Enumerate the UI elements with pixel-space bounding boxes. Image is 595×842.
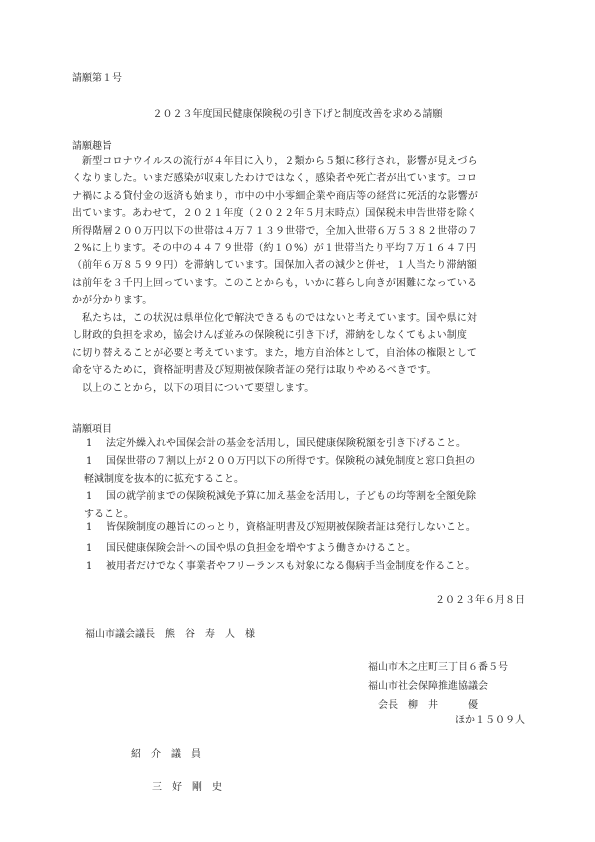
addressee: 福山市議会議長 熊 谷 寿 人 様: [85, 629, 255, 640]
purpose-line: くなりました。いまだ感染が収束したわけではなく，感染者や死亡者が出ています。コロ: [72, 173, 477, 185]
purpose-heading: 請願趣旨: [72, 141, 112, 152]
item-number: 1: [86, 561, 93, 572]
item-line: 法定外繰入れや国保会計の基金を活用し，国民健康保険税額を引き下げること。: [106, 438, 466, 449]
item-line: 国保世帯の７割以上が２００万円以下の所得です。保険税の減免制度と窓口負担の: [106, 456, 476, 467]
petitioner-organization: 福山市社会保障推進協議会: [368, 681, 488, 692]
purpose-line: は前年を３千円上回っています。このことからも，いかに暮らし向きが困難になっている: [72, 277, 478, 289]
purpose-paragraph-1: [72, 153, 527, 310]
purpose-paragraph-2: [72, 310, 527, 380]
purpose-line: 新型コロナウイルスの流行が４年目に入り，２類から５類に移行され，影響が見えづら: [82, 156, 478, 167]
petition-date: ２０２３年６月８日: [435, 595, 525, 606]
introducer-heading: 紹 介 議 員: [131, 749, 201, 760]
petition-number: 請願第１号: [72, 73, 122, 84]
item-line: 被用者だけでなく事業者やフリーランスも対象になる傷病手当金制度を作ること。: [106, 561, 476, 572]
purpose-line: かが分かります。: [72, 295, 153, 307]
item-number: 1: [86, 522, 93, 533]
item-line: 皆保険制度の趣旨にのっとり，資格証明書及び短期被保険者証は発行しないこと。: [106, 522, 476, 533]
items-heading: 請願項目: [72, 424, 112, 435]
item-number: 1: [86, 438, 93, 449]
item-line: すること。: [84, 508, 134, 520]
item-line: 国の就学前までの保険税減免予算に加え基金を活用し，子どもの均等割を全額免除: [106, 491, 476, 502]
purpose-line: に切り替えることが必要と考えています。また，地方自治体として，自治体の権限として: [72, 347, 477, 359]
purpose-line: 以上のことから，以下の項目について要望します。: [82, 383, 315, 394]
purpose-line: ナ禍による貸付金の返済も始まり，市中の中小零細企業や商店等の経営に死活的な影響が: [72, 190, 478, 202]
purpose-line: ２%に上ります。その中の４４７９世帯（約１０%）が１世帯当たり平均７万１６４７円: [72, 243, 477, 255]
petition-title: ２０２３年度国民健康保険税の引き下げと制度改善を求める請願: [152, 109, 443, 120]
item-number: 1: [86, 491, 93, 502]
request-item: [72, 453, 532, 488]
petitioner-address: 福山市木之庄町三丁目６番５号: [368, 662, 508, 673]
petitioner-others: ほか１５０９人: [455, 715, 525, 726]
item-number: 1: [86, 456, 93, 467]
request-item: [72, 558, 532, 576]
purpose-line: 私たちは，この状況は県単位化で解決できるものではないと考えています。国や県に対: [82, 313, 478, 324]
petitioner-representative: 会長 柳 井 優: [378, 700, 478, 711]
item-line: 国民健康保険会計への国や県の負担金を増やすよう働きかけること。: [106, 543, 416, 554]
item-number: 1: [86, 543, 93, 554]
purpose-line: し財政的負担を求め，協会けんぽ並みの保険税に引き下げ，滞納をしなくてもよい制度: [72, 330, 468, 342]
request-item: [72, 519, 532, 537]
purpose-line: 命を守るために，資格証明書及び短期被保険者証の発行は取りやめるべきです。: [72, 365, 437, 377]
item-line: 軽減制度を抜本的に拡充すること。: [84, 473, 244, 485]
purpose-paragraph-3: [72, 380, 527, 397]
purpose-line: 所得階層２００万円以下の世帯は４万７１３９世帯で，全加入世帯６万５３８２世帯の７: [72, 225, 478, 237]
request-item: [72, 540, 532, 558]
request-item: [72, 435, 532, 453]
request-item: [72, 488, 532, 523]
introducer-name: 三 好 剛 史: [152, 782, 222, 793]
purpose-line: （前年６万８５９９円）を滞納しています。国保加入者の減少と併せ，１人当たり滞納額: [72, 260, 477, 272]
purpose-line: 出ています。あわせて，２０２１年度（２０２２年５月末時点）国保税未申告世帯を除く: [72, 208, 477, 220]
